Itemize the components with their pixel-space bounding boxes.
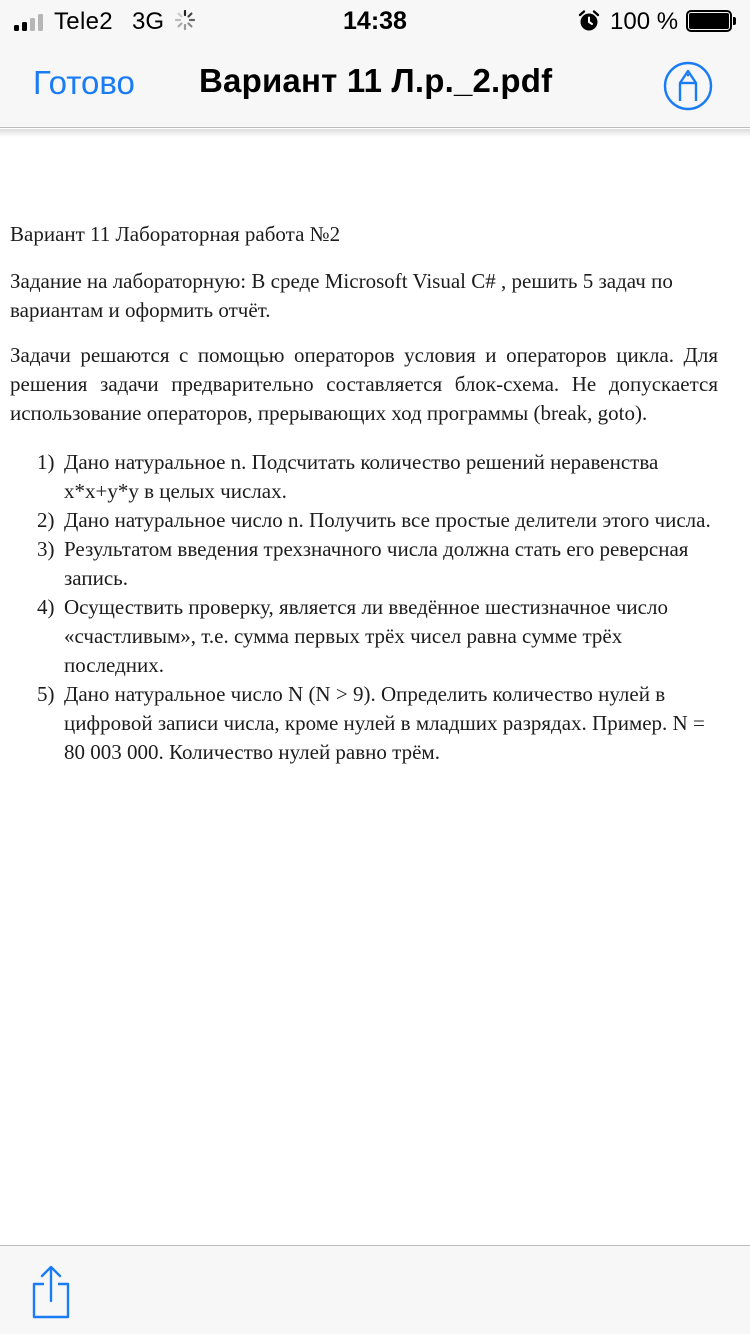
task-item: [10, 448, 718, 506]
task-list: [10, 448, 718, 767]
task-item: [10, 680, 718, 767]
task-number: 2): [37, 508, 55, 532]
assignment-paragraph: Задание на лабораторную: В среде Microsoft Visual C# , решить 5 задач по вариантам и оформить отчёт.: [10, 269, 673, 322]
network-type: 3G: [132, 8, 165, 35]
document-heading: Вариант 11 Лабораторная работа №2: [10, 222, 341, 246]
alarm-clock-icon: [577, 9, 601, 33]
task-item: [10, 535, 718, 593]
nav-shadow: [0, 129, 750, 137]
task-number: 3): [37, 537, 55, 561]
task-item: [10, 506, 718, 535]
task-number: 4): [37, 595, 55, 619]
task-text: Дано натуральное n. Подсчитать количество решений неравенства x*x+y*y в целых числах.: [64, 450, 659, 503]
done-button[interactable]: Готово: [33, 64, 135, 101]
navigation-bar: [0, 40, 750, 128]
conditions-paragraph: Задачи решаются с помощью операторов условия и операторов цикла. Для решения задачи предварительно составляется блок-схема. Не допускается использование операторов, прерывающих ход программы (break, goto).: [10, 343, 718, 425]
bottom-toolbar: [0, 1245, 750, 1334]
task-number: 1): [37, 450, 55, 474]
markup-pen-icon[interactable]: [663, 61, 713, 111]
task-item: [10, 593, 718, 680]
task-text: Результатом введения трехзначного числа должна стать его реверсная запись.: [64, 537, 689, 590]
share-icon[interactable]: [30, 1265, 72, 1319]
task-text: Дано натуральное число n. Получить все простые делители этого числа.: [64, 508, 711, 532]
task-text: Дано натуральное число N (N > 9). Определить количество нулей в цифровой записи числа, кроме нулей в младших разрядах. Пример. N = 80 003 000. Количество нулей равно трём.: [64, 682, 705, 764]
pdf-page: [10, 220, 718, 767]
carrier-name: Tele2: [54, 8, 113, 35]
task-text: Осуществить проверку, является ли введённое шестизначное число «счастливым», т.е. сумма первых трёх чисел равна сумме трёх последних.: [64, 595, 668, 677]
document-title: Вариант 11 Л.р._2.pdf: [199, 62, 553, 99]
status-time: 14:38: [343, 7, 407, 35]
battery-icon: [686, 10, 736, 32]
task-number: 5): [37, 682, 55, 706]
battery-percentage: 100 %: [610, 8, 679, 35]
status-bar: [0, 0, 750, 40]
